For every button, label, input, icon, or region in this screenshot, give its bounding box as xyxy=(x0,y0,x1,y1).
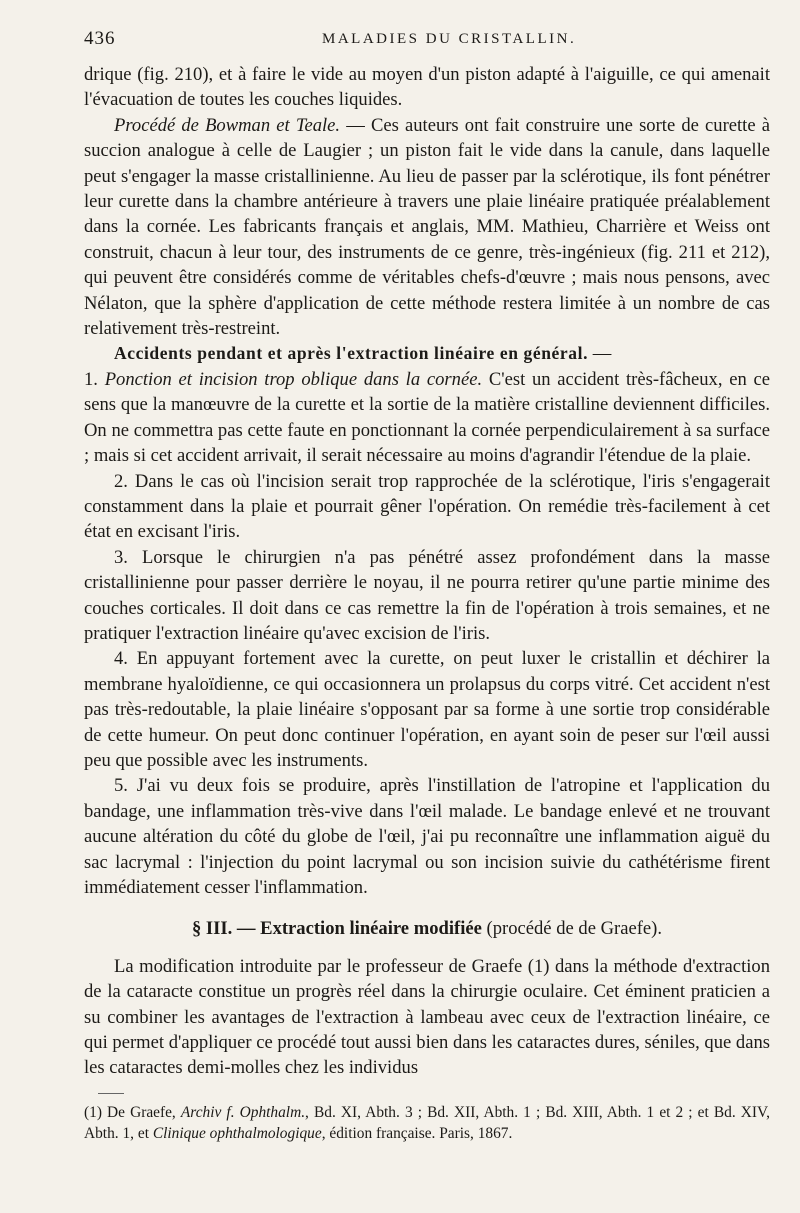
section-subtitle: (procédé de de Graefe). xyxy=(481,918,663,940)
bowman-teale-text: — Ces auteurs ont fait construire une sorte de curette à succion analogue à celle de Laugier ; un piston fait le vide dans la canule, dans laquelle peut s'engager la masse cristallinienne. Au lieu de passer par la sclérotique, ils font pénétrer leur curette dans la chambre antérieure à travers une plaie linéaire pratiquée préalablement dans la cornée. Les fabricants français et anglais, MM. Mathieu, Charrière et Weiss ont construit, chacun à leur tour, des instruments de ce genre, très-ingénieux (fig. 211 et 212), qui peuvent être considérés comme de véritables chefs-d'œuvre ; mais nous pensons, avec Nélaton, que la sphère d'application de cette méthode restera limitée à un nombre de cas relativement très-restreint. xyxy=(84,114,770,340)
footnote-part-e: , édition française. Paris, 1867. xyxy=(321,1124,513,1142)
bowman-teale-title: Procédé de Bowman et Teale. xyxy=(114,114,341,136)
paragraph-continued: drique (fig. 210), et à faire le vide au moyen d'un piston adapté à l'aiguille, ce qui amenait l'évacuation de toutes les couches liquides. xyxy=(84,64,770,111)
body-text xyxy=(84,62,770,1144)
item1-number: 1. xyxy=(84,368,105,390)
item-3: 3. Lorsque le chirurgien n'a pas pénétré assez profondément dans la masse cristallinienne pour passer derrière le noyau, il ne pourra retirer qu'une partie minime des couches corticales. Il doit dans ce cas remettre la fin de l'opération à trois semaines, et ne pratiquer l'extraction linéaire qu'avec excision de l'iris. xyxy=(84,546,770,644)
footnote-journal: Archiv f. Ophthalm. xyxy=(180,1103,306,1121)
section-title: Extraction linéaire modifiée xyxy=(255,918,482,940)
item1-title: Ponction et incision trop oblique dans la cornée. xyxy=(104,368,483,390)
accidents-heading: Accidents pendant et après l'extraction linéaire en général. xyxy=(114,343,589,364)
running-title: MALADIES DU CRISTALLIN. xyxy=(322,31,577,47)
section-heading xyxy=(84,916,770,941)
accidents-dash: — xyxy=(588,343,612,365)
item-2: 2. Dans le cas où l'incision serait trop rapprochée de la sclérotique, l'iris s'engagerait constamment dans la plaie et pourrait gêner l'opération. On remédie très-facilement à cet état en excisant l'iris. xyxy=(84,470,770,543)
footnote-part-c: , Bd. XI, Abth. 3 ; Bd. XII, Abth. 1 ; Bd. XIII, Abth. 1 et 2 ; et Bd. XIV, Abth. 1, et xyxy=(84,1103,770,1142)
footnote-part-a: (1) De Graefe, xyxy=(84,1103,181,1121)
item1-text: C'est un accident très-fâcheux, en ce sens que la manœuvre de la curette et la sortie de la matière cristalline deviennent difficiles. On ne commettra pas cette faute en ponctionnant la cornée perpendiculairement à sa surface ; mais si cet accident arrivait, il serait nécessaire au moins d'agrandir l'étendue de la plaie. xyxy=(84,368,771,467)
footnote-clinique: Clinique ophthalmologique xyxy=(152,1124,322,1142)
item-5: 5. J'ai vu deux fois se produire, après l'instillation de l'atropine et l'application du bandage, une inflammation très-vive dans l'œil malade. Le bandage enlevé et ne trouvant aucune altération du côté du globe de l'œil, j'ai pu reconnaître une inflammation aiguë du sac lacrymal : l'injection du point lacrymal ou son incision suivie du cathétérisme firent immédiatement cesser l'inflammation. xyxy=(84,775,770,898)
paragraph-bowman-teale xyxy=(84,113,770,342)
item-4: 4. En appuyant fortement avec la curette, on peut luxer le cristallin et déchirer la membrane hyaloïdienne, ce qui occasionnera un prolapsus du corps vitré. Cet accident n'est pas très-redoutable, la plaie linéaire s'opposant par sa forme à une sortie trop considérable de cette humeur. On peut donc continuer l'opération, en ayant soin de peser sur l'œil aussi peu que possible avec les instruments. xyxy=(84,648,770,771)
page-header xyxy=(84,28,760,54)
footnote xyxy=(84,1102,770,1144)
page-number: 436 xyxy=(84,28,116,49)
footnote-rule xyxy=(98,1093,124,1094)
paragraph-graefe: La modification introduite par le professeur de Graefe (1) dans la méthode d'extraction de la cataracte constitue un progrès réel dans la chirurgie oculaire. Cet éminent praticien a su combiner les avantages de l'extraction à lambeau avec ceux de l'extraction linéaire, ce qui permet d'appliquer ce procédé tout aussi bien dans les cataractes dures, séniles, que dans les cataractes demi-molles chez les individus xyxy=(84,955,770,1079)
paragraph-accidents xyxy=(84,341,770,468)
section-number: § III. — xyxy=(191,918,256,940)
